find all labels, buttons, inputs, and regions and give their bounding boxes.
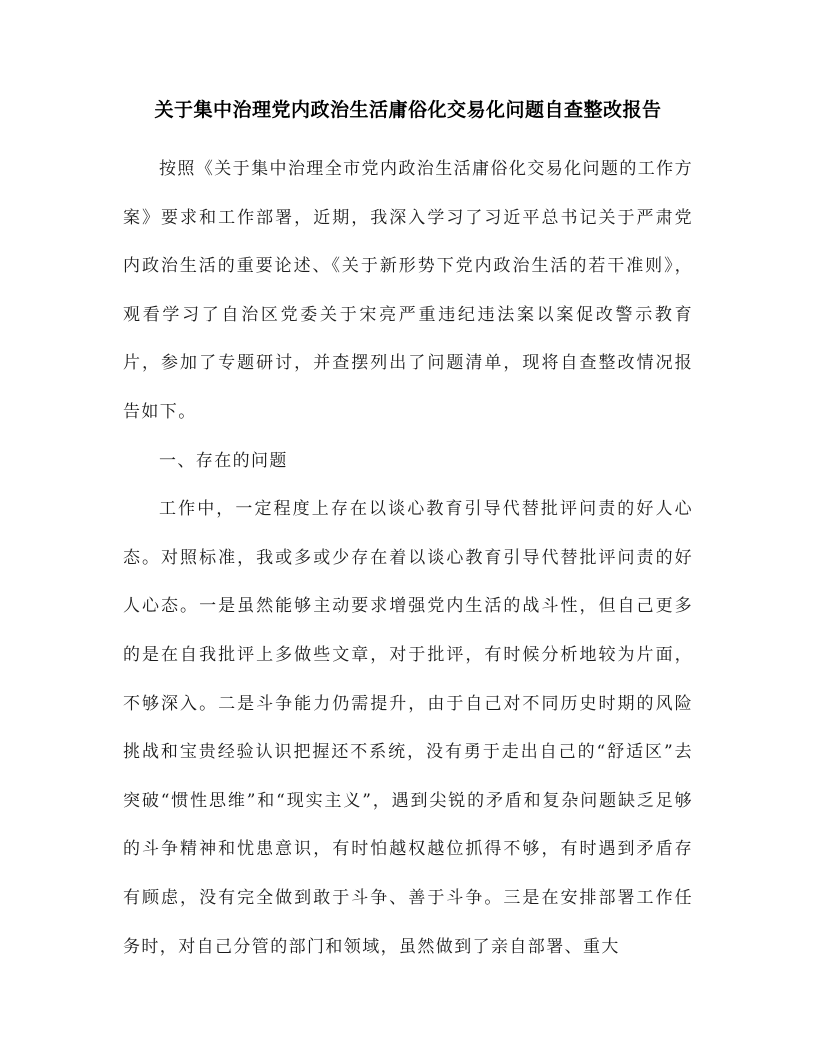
document-body xyxy=(123,145,693,971)
paragraph-intro: 按照《关于集中治理全市党内政治生活庸俗化交易化问题的工作方案》要求和工作部署，近期，我深入学习了习近平总书记关于严肃党内政治生活的重要论述、《关于新形势下党内政治生活的若干准则》，观看学习了自治区党委关于宋亮严重违纪违法案以案促改警示教育片，参加了专题研讨，并查摆列出了问题清单，现将自查整改情况报告如下。 xyxy=(123,159,693,422)
section-heading-problems: 一、存在的问题 xyxy=(159,450,288,471)
document-title: 关于集中治理党内政治生活庸俗化交易化问题自查整改报告 xyxy=(154,99,662,121)
paragraph-problems: 工作中，一定程度上存在以谈心教育引导代替批评问责的好人心态。对照标准，我或多或少存在着以谈心教育引导代替批评问责的好人心态。一是虽然能够主动要求增强党内生活的战斗性，但自己更多的是在自我批评上多做些文章，对于批评，有时候分析地较为片面，不够深入。二是斗争能力仍需提升，由于自己对不同历史时期的风险挑战和宝贵经验认识把握还不系统，没有勇于走出自己的“舒适区”去突破“惯性思维”和“现实主义”，遇到尖锐的矛盾和复杂问题缺乏足够的斗争精神和忧患意识，有时怕越权越位抓得不够，有时遇到矛盾存有顾虑，没有完全做到敢于斗争、善于斗争。三是在安排部署工作任务时，对自己分管的部门和领域，虽然做到了亲自部署、重大 xyxy=(123,499,693,957)
